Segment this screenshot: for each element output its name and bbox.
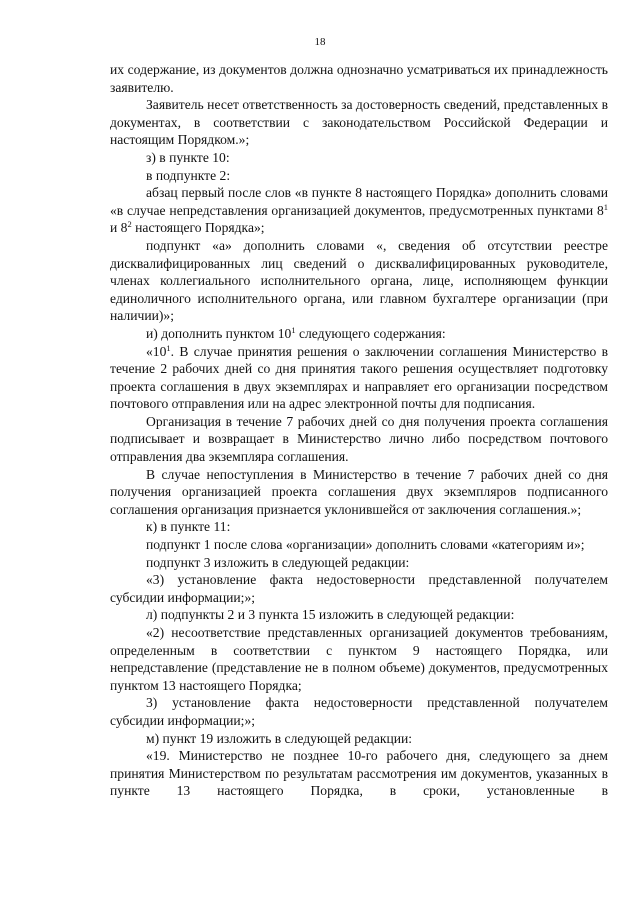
paragraph: подпункт «а» дополнить словами «, сведения об отсутствии реестре дисквалифицированных лиц сведений о дисквалифицированных руководителе, членах коллегиального исполнительного органа, лице, исполняющем функции единоличного исполнительного органа, или главном бухгалтере организации (при наличии)»; [110, 237, 608, 324]
paragraph-text: и) дополнить пунктом 10 [146, 325, 292, 341]
paragraph: 3) установление факта недостоверности представленной получателем субсидии информации;»; [110, 695, 608, 728]
paragraph: з) в пункте 10: [146, 149, 230, 165]
paragraph: В случае непоступления в Министерство в течение 7 рабочих дней со дня получения организацией проекта соглашения двух экземпляров подписанного соглашения организация признается уклонившейся от заключения соглашения.»; [110, 466, 608, 517]
paragraph-text: следующего содержания: [295, 325, 446, 341]
superscript: 1 [291, 324, 296, 335]
superscript: 1 [166, 342, 171, 353]
paragraph: «19. Министерство не позднее 10-го рабочего дня, следующего за днем принятия Министерством по результатам рассмотрения им документов, указанных в пункте 13 настоящего Порядка, в сроки, установленные в [110, 748, 608, 799]
paragraph-text: настоящего Порядка»; [131, 220, 265, 236]
paragraph: подпункт 1 после слова «организации» дополнить словами «категориям и»; [146, 537, 585, 553]
paragraph [110, 184, 608, 237]
paragraph [110, 325, 608, 343]
paragraph: подпункт 3 изложить в следующей редакции: [146, 554, 410, 570]
paragraph [110, 343, 608, 413]
superscript: 1 [603, 201, 608, 212]
paragraph: «2) несоответствие представленных организацией документов требованиям, определенным в соответствии с пунктом 9 настоящего Порядка, или непредставление (представление не в полном объеме) документов, предусмотренных пунктом 13 настоящего Порядка; [110, 625, 608, 693]
paragraph: их содержание, из документов должна однозначно усматриваться их принадлежность заявителю. [110, 62, 608, 95]
paragraph: «3) установление факта недостоверности представленной получателем субсидии информации;»; [110, 572, 608, 605]
paragraph-text: . В случае принятия решения о заключении соглашения Министерство в течение 2 рабочих дней со дня принятия такого решения осуществляет подготовку проекта соглашения в двух экземплярах и направляет его организации посредством почтового отправления или на адрес электронной почты для подписания. [110, 343, 608, 412]
paragraph-text: и 8 [110, 220, 128, 236]
document-body [110, 61, 608, 800]
paragraph: Заявитель несет ответственность за достоверность сведений, представленных в документах, в соответствии с законодательством Российской Федерации и настоящим Порядком.»; [110, 97, 608, 148]
paragraph: м) пункт 19 изложить в следующей редакции: [146, 730, 413, 746]
paragraph: Организация в течение 7 рабочих дней со дня получения проекта соглашения подписывает и возвращает в Министерство лично либо посредством почтового отправления два экземпляра соглашения. [110, 413, 608, 465]
paragraph-text: «10 [146, 343, 167, 359]
paragraph-text: абзац первый после слов «в пункте 8 настоящего Порядка» дополнить словами «в случае непредставления организацией документов, предусмотренных пунктами 8 [110, 185, 608, 218]
page-number: 18 [314, 36, 326, 48]
paragraph: л) подпункты 2 и 3 пункта 15 изложить в следующей редакции: [146, 607, 515, 623]
paragraph: к) в пункте 11: [146, 519, 231, 535]
superscript: 2 [127, 219, 132, 230]
paragraph: в подпункте 2: [146, 167, 231, 183]
